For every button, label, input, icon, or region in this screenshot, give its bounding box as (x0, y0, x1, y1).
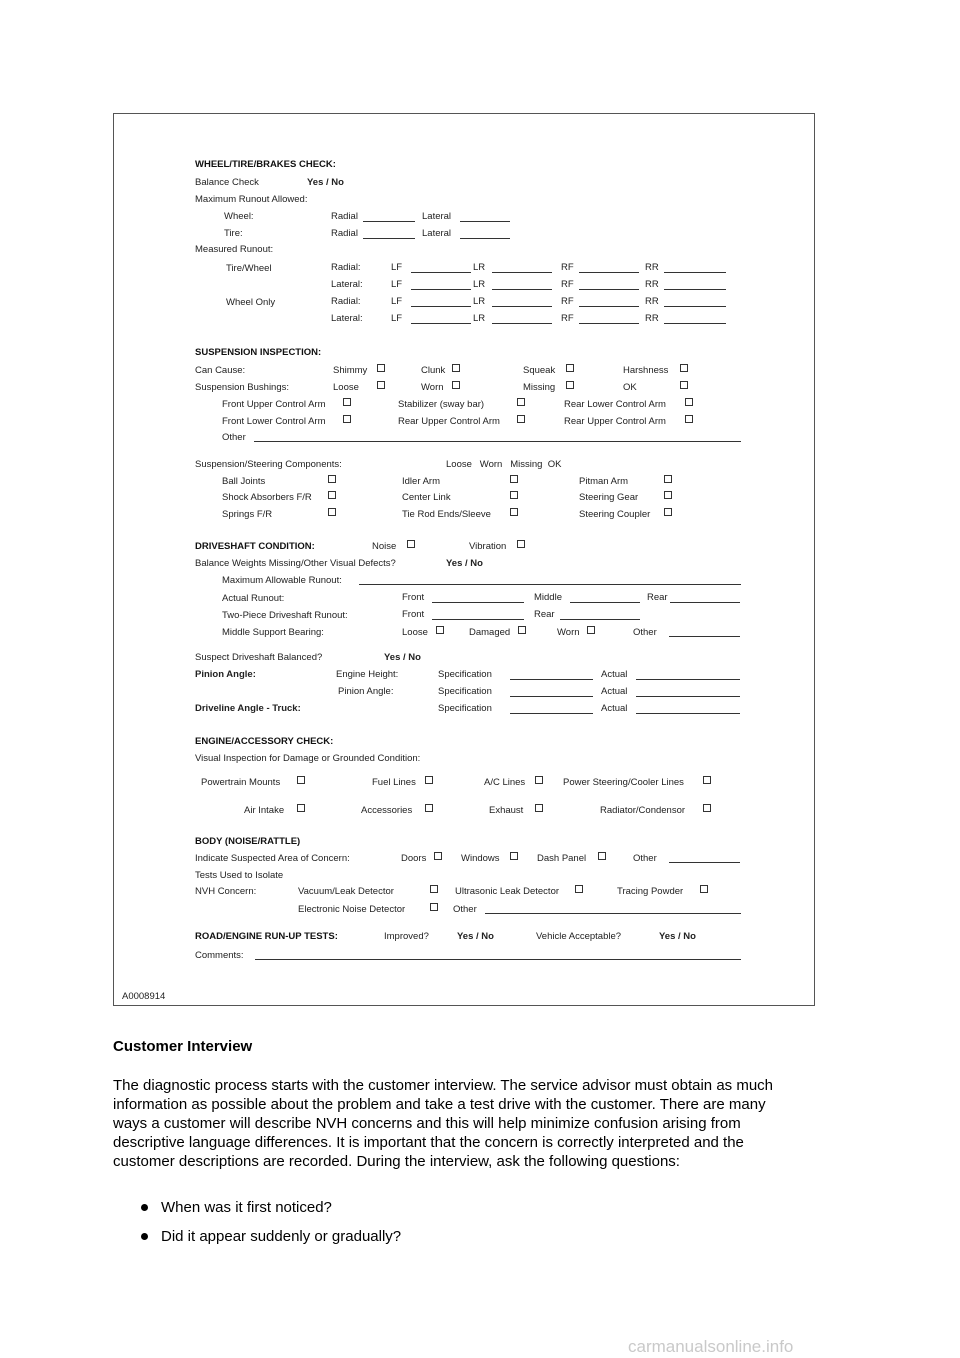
steering-columns-header: Loose Worn Missing OK (446, 459, 562, 470)
center-link-label: Center Link (402, 492, 451, 503)
tw-lateral-rr: RR (645, 279, 659, 290)
tw-lateral-lr: LR (473, 279, 486, 290)
shock-absorbers-checkbox[interactable] (328, 491, 336, 499)
wheel-lateral-blank (460, 221, 510, 222)
noise-label: Noise (372, 541, 397, 552)
road-section-title: ROAD/ENGINE RUN-UP TESTS: (195, 931, 338, 942)
tests-used-label: Tests Used to Isolate (195, 870, 284, 881)
wo-lateral-lf: LF (391, 313, 403, 324)
stabilizer-checkbox[interactable] (517, 398, 525, 406)
electronic-detector-checkbox[interactable] (430, 903, 438, 911)
watermark: carmanualsonline.info (628, 1337, 794, 1356)
idler-arm-label: Idler Arm (402, 476, 441, 487)
front-lower-arm-label: Front Lower Control Arm (222, 416, 326, 427)
blank-line (492, 289, 552, 290)
indicate-area-label: Indicate Suspected Area of Concern: (195, 853, 350, 864)
pinion-angle-title: Pinion Angle: (195, 669, 256, 680)
radiator-checkbox[interactable] (703, 804, 711, 812)
tw-radial-rf: RF (561, 262, 574, 273)
stabilizer-label: Stabilizer (sway bar) (398, 399, 485, 410)
rear-lower-arm-checkbox[interactable] (685, 398, 693, 406)
noise-checkbox[interactable] (407, 540, 415, 548)
improved-yes-no: Yes / No (457, 931, 494, 942)
accessories-checkbox[interactable] (425, 804, 433, 812)
wo-lateral-rr: RR (645, 313, 659, 324)
blank-line (411, 323, 471, 324)
steering-gear-checkbox[interactable] (664, 491, 672, 499)
wo-radial-lf: LF (391, 296, 403, 307)
powertrain-mounts-checkbox[interactable] (297, 776, 305, 784)
doors-checkbox[interactable] (434, 852, 442, 860)
engine-height-label: Engine Height: (336, 669, 399, 680)
wheel-section-title: WHEEL/TIRE/BRAKES CHECK: (195, 159, 336, 170)
blank-line (560, 619, 640, 620)
blank-line (510, 713, 593, 714)
tire-radial-label: Radial (331, 228, 358, 239)
wheel-label: Wheel: (224, 211, 254, 222)
wheel-only-label: Wheel Only (226, 297, 276, 308)
tire-lateral-blank (460, 238, 510, 239)
bullet-icon (141, 1204, 148, 1211)
comments-label: Comments: (195, 950, 244, 961)
steering-components-label: Suspension/Steering Components: (195, 459, 342, 470)
tw-lateral-rf: RF (561, 279, 574, 290)
ultrasonic-detector-label: Ultrasonic Leak Detector (455, 886, 560, 897)
suspension-other-label: Other (222, 432, 246, 443)
blank-line (579, 272, 639, 273)
ac-lines-label: A/C Lines (484, 777, 526, 788)
max-allowable-runout-blank (359, 584, 741, 585)
paragraph-line: The diagnostic process starts with the customer interview. The service advisor must obtain as much (113, 1077, 774, 1094)
blank-line (579, 289, 639, 290)
nvh-other-label: Other (453, 904, 477, 915)
tw-lateral-lf: LF (391, 279, 403, 290)
electronic-detector-label: Electronic Noise Detector (298, 904, 406, 915)
rear-lower-arm-label: Rear Lower Control Arm (564, 399, 666, 410)
radiator-label: Radiator/Condensor (600, 805, 686, 816)
blank-line (664, 323, 726, 324)
blank-line (664, 289, 726, 290)
balance-weights-label: Balance Weights Missing/Other Visual Defects? (195, 558, 396, 569)
suspension-section-title: SUSPENSION INSPECTION: (195, 347, 322, 358)
front-lower-arm-checkbox[interactable] (343, 415, 351, 423)
harshness-checkbox[interactable] (680, 364, 688, 372)
section-heading: Customer Interview (113, 1038, 253, 1055)
pinion-angle-label: Pinion Angle: (338, 686, 394, 697)
tire-lateral-label: Lateral (422, 228, 452, 239)
wheel-lateral-label: Lateral (422, 211, 452, 222)
tw-radial-lf: LF (391, 262, 403, 273)
clunk-label: Clunk (421, 365, 446, 376)
wo-radial-lr: LR (473, 296, 486, 307)
rear-upper-arm-2-checkbox[interactable] (685, 415, 693, 423)
front-upper-arm-checkbox[interactable] (343, 398, 351, 406)
center-link-checkbox[interactable] (510, 491, 518, 499)
blank-line (492, 323, 552, 324)
bushing-missing-label: Missing (523, 382, 556, 393)
paragraph-line: customer descriptions are recorded. During the interview, ask the following questions: (113, 1153, 680, 1170)
tire-wheel-label: Tire/Wheel (226, 263, 272, 274)
two-piece-runout-label: Two-Piece Driveshaft Runout: (222, 610, 348, 621)
bushing-ok-label: OK (623, 382, 637, 393)
actual-rear-label: Rear (647, 592, 668, 603)
blank-line (510, 679, 593, 680)
can-cause-label: Can Cause: (195, 365, 246, 376)
blank-line (579, 323, 639, 324)
blank-line (579, 306, 639, 307)
wo-radial-label: Radial: (331, 296, 361, 307)
clunk-checkbox[interactable] (452, 364, 460, 372)
windows-label: Windows (461, 853, 500, 864)
pitman-arm-label: Pitman Arm (579, 476, 629, 487)
squeak-label: Squeak (523, 365, 556, 376)
pitman-arm-checkbox[interactable] (664, 475, 672, 483)
blank-line (570, 602, 640, 603)
ball-joints-checkbox[interactable] (328, 475, 336, 483)
max-allowable-runout-label: Maximum Allowable Runout: (222, 575, 342, 586)
wheel-radial-blank (363, 221, 415, 222)
dl-actual-label: Actual (601, 703, 628, 714)
bushing-ok-checkbox[interactable] (680, 381, 688, 389)
tire-radial-blank (363, 238, 415, 239)
visual-inspection-label: Visual Inspection for Damage or Grounded Condition: (195, 753, 421, 764)
bullet-text: Did it appear suddenly or gradually? (161, 1228, 402, 1245)
blank-line (411, 289, 471, 290)
wo-radial-rf: RF (561, 296, 574, 307)
bushing-loose-checkbox[interactable] (377, 381, 385, 389)
support-worn-label: Worn (557, 627, 580, 638)
squeak-checkbox[interactable] (566, 364, 574, 372)
tie-rod-checkbox[interactable] (510, 508, 518, 516)
springs-label: Springs F/R (222, 509, 273, 520)
suspension-other-blank (254, 441, 741, 442)
actual-front-label: Front (402, 592, 425, 603)
balance-weights-yes-no: Yes / No (446, 558, 483, 569)
rear-upper-arm-checkbox[interactable] (517, 415, 525, 423)
vacuum-detector-label: Vacuum/Leak Detector (298, 886, 394, 897)
shock-absorbers-label: Shock Absorbers F/R (222, 492, 312, 503)
vibration-checkbox[interactable] (517, 540, 525, 548)
wo-lateral-label: Lateral: (331, 313, 363, 324)
tw-radial-rr: RR (645, 262, 659, 273)
blank-line (432, 619, 524, 620)
blank-line (669, 636, 740, 637)
blank-line (664, 272, 726, 273)
vacuum-detector-checkbox[interactable] (430, 885, 438, 893)
shimmy-label: Shimmy (333, 365, 368, 376)
wo-radial-rr: RR (645, 296, 659, 307)
ball-joints-label: Ball Joints (222, 476, 266, 487)
ultrasonic-detector-checkbox[interactable] (575, 885, 583, 893)
measured-runout-label: Measured Runout: (195, 244, 274, 255)
bushing-loose-label: Loose (333, 382, 359, 393)
two-piece-rear-label: Rear (534, 609, 555, 620)
support-loose-label: Loose (402, 627, 428, 638)
tw-radial-lr: LR (473, 262, 486, 273)
front-upper-arm-label: Front Upper Control Arm (222, 399, 326, 410)
dash-panel-label: Dash Panel (537, 853, 587, 864)
accessories-label: Accessories (361, 805, 413, 816)
actual-middle-label: Middle (534, 592, 562, 603)
fuel-lines-label: Fuel Lines (372, 777, 416, 788)
support-damaged-checkbox[interactable] (518, 626, 526, 634)
paragraph-line: descriptive language differences. It is important that the concern is correctly interpreted and the (113, 1134, 744, 1151)
steering-coupler-checkbox[interactable] (664, 508, 672, 516)
windows-checkbox[interactable] (510, 852, 518, 860)
blank-line (485, 913, 741, 914)
two-piece-front-label: Front (402, 609, 425, 620)
improved-label: Improved? (384, 931, 429, 942)
comments-blank (255, 959, 741, 960)
wo-lateral-rf: RF (561, 313, 574, 324)
blank-line (669, 862, 740, 863)
support-loose-checkbox[interactable] (436, 626, 444, 634)
blank-line (510, 696, 593, 697)
intro-paragraph (113, 1076, 833, 1171)
dash-panel-checkbox[interactable] (598, 852, 606, 860)
steering-gear-label: Steering Gear (579, 492, 639, 503)
bullet-text: When was it first noticed? (161, 1199, 332, 1216)
doors-label: Doors (401, 853, 427, 864)
tw-lateral-label: Lateral: (331, 279, 363, 290)
dl-spec-label: Specification (438, 703, 492, 714)
support-damaged-label: Damaged (469, 627, 511, 638)
blank-line (492, 272, 552, 273)
blank-line (664, 306, 726, 307)
driveline-angle-label: Driveline Angle - Truck: (195, 703, 301, 714)
blank-line (636, 679, 740, 680)
tracing-powder-label: Tracing Powder (617, 886, 684, 897)
support-other-label: Other (633, 627, 657, 638)
ac-lines-checkbox[interactable] (535, 776, 543, 784)
pa-spec-label: Specification (438, 686, 492, 697)
vibration-label: Vibration (469, 541, 507, 552)
steering-coupler-label: Steering Coupler (579, 509, 651, 520)
suspect-balanced-label: Suspect Driveshaft Balanced? (195, 652, 323, 663)
exhaust-label: Exhaust (489, 805, 524, 816)
suspect-balanced-yes-no: Yes / No (384, 652, 421, 663)
eh-spec-label: Specification (438, 669, 492, 680)
powertrain-mounts-label: Powertrain Mounts (201, 777, 281, 788)
body-section-title: BODY (NOISE/RATTLE) (195, 836, 301, 847)
vehicle-acceptable-label: Vehicle Acceptable? (536, 931, 622, 942)
power-steering-lines-checkbox[interactable] (703, 776, 711, 784)
blank-line (636, 713, 740, 714)
blank-line (670, 602, 740, 603)
blank-line (432, 602, 524, 603)
balance-check-yes-no: Yes / No (307, 177, 344, 188)
figure-id: A0008914 (122, 991, 166, 1002)
tw-radial-label: Radial: (331, 262, 361, 273)
blank-line (411, 272, 471, 273)
nvh-concern-label: NVH Concern: (195, 886, 257, 897)
driveshaft-section-title: DRIVESHAFT CONDITION: (195, 541, 315, 552)
bushing-worn-checkbox[interactable] (452, 381, 460, 389)
blank-line (411, 306, 471, 307)
blank-line (636, 696, 740, 697)
shimmy-checkbox[interactable] (377, 364, 385, 372)
tracing-powder-checkbox[interactable] (700, 885, 708, 893)
support-worn-checkbox[interactable] (587, 626, 595, 634)
idler-arm-checkbox[interactable] (510, 475, 518, 483)
eh-actual-label: Actual (601, 669, 628, 680)
air-intake-label: Air Intake (244, 805, 285, 816)
fuel-lines-checkbox[interactable] (425, 776, 433, 784)
balance-check-label: Balance Check (195, 177, 259, 188)
power-steering-lines-label: Power Steering/Cooler Lines (563, 777, 684, 788)
bullet-icon (141, 1233, 148, 1240)
wheel-radial-label: Radial (331, 211, 358, 222)
blank-line (492, 306, 552, 307)
paragraph-line: ways a customer will describe NVH concerns and this will help minimize confusion arising from (113, 1115, 741, 1132)
actual-runout-label: Actual Runout: (222, 593, 285, 604)
engine-section-title: ENGINE/ACCESSORY CHECK: (195, 736, 334, 747)
nvh-diagnostic-form-figure (113, 113, 815, 1006)
harshness-label: Harshness (623, 365, 669, 376)
list-item (141, 1228, 401, 1245)
rear-upper-arm-label: Rear Upper Control Arm (398, 416, 500, 427)
body-other-label: Other (633, 853, 657, 864)
bushing-missing-checkbox[interactable] (566, 381, 574, 389)
exhaust-checkbox[interactable] (535, 804, 543, 812)
tie-rod-label: Tie Rod Ends/Sleeve (402, 509, 491, 520)
acceptable-yes-no: Yes / No (659, 931, 696, 942)
rear-upper-arm-2-label: Rear Upper Control Arm (564, 416, 666, 427)
springs-checkbox[interactable] (328, 508, 336, 516)
wo-lateral-lr: LR (473, 313, 486, 324)
pa-actual-label: Actual (601, 686, 628, 697)
tire-label: Tire: (224, 228, 243, 239)
max-runout-label: Maximum Runout Allowed: (195, 194, 308, 205)
bushings-label: Suspension Bushings: (195, 382, 290, 393)
bushing-worn-label: Worn (421, 382, 444, 393)
paragraph-line: information as possible about the problem and take a test drive with the customer. There are many (113, 1096, 766, 1113)
list-item (141, 1199, 332, 1216)
middle-support-label: Middle Support Bearing: (222, 627, 324, 638)
air-intake-checkbox[interactable] (297, 804, 305, 812)
